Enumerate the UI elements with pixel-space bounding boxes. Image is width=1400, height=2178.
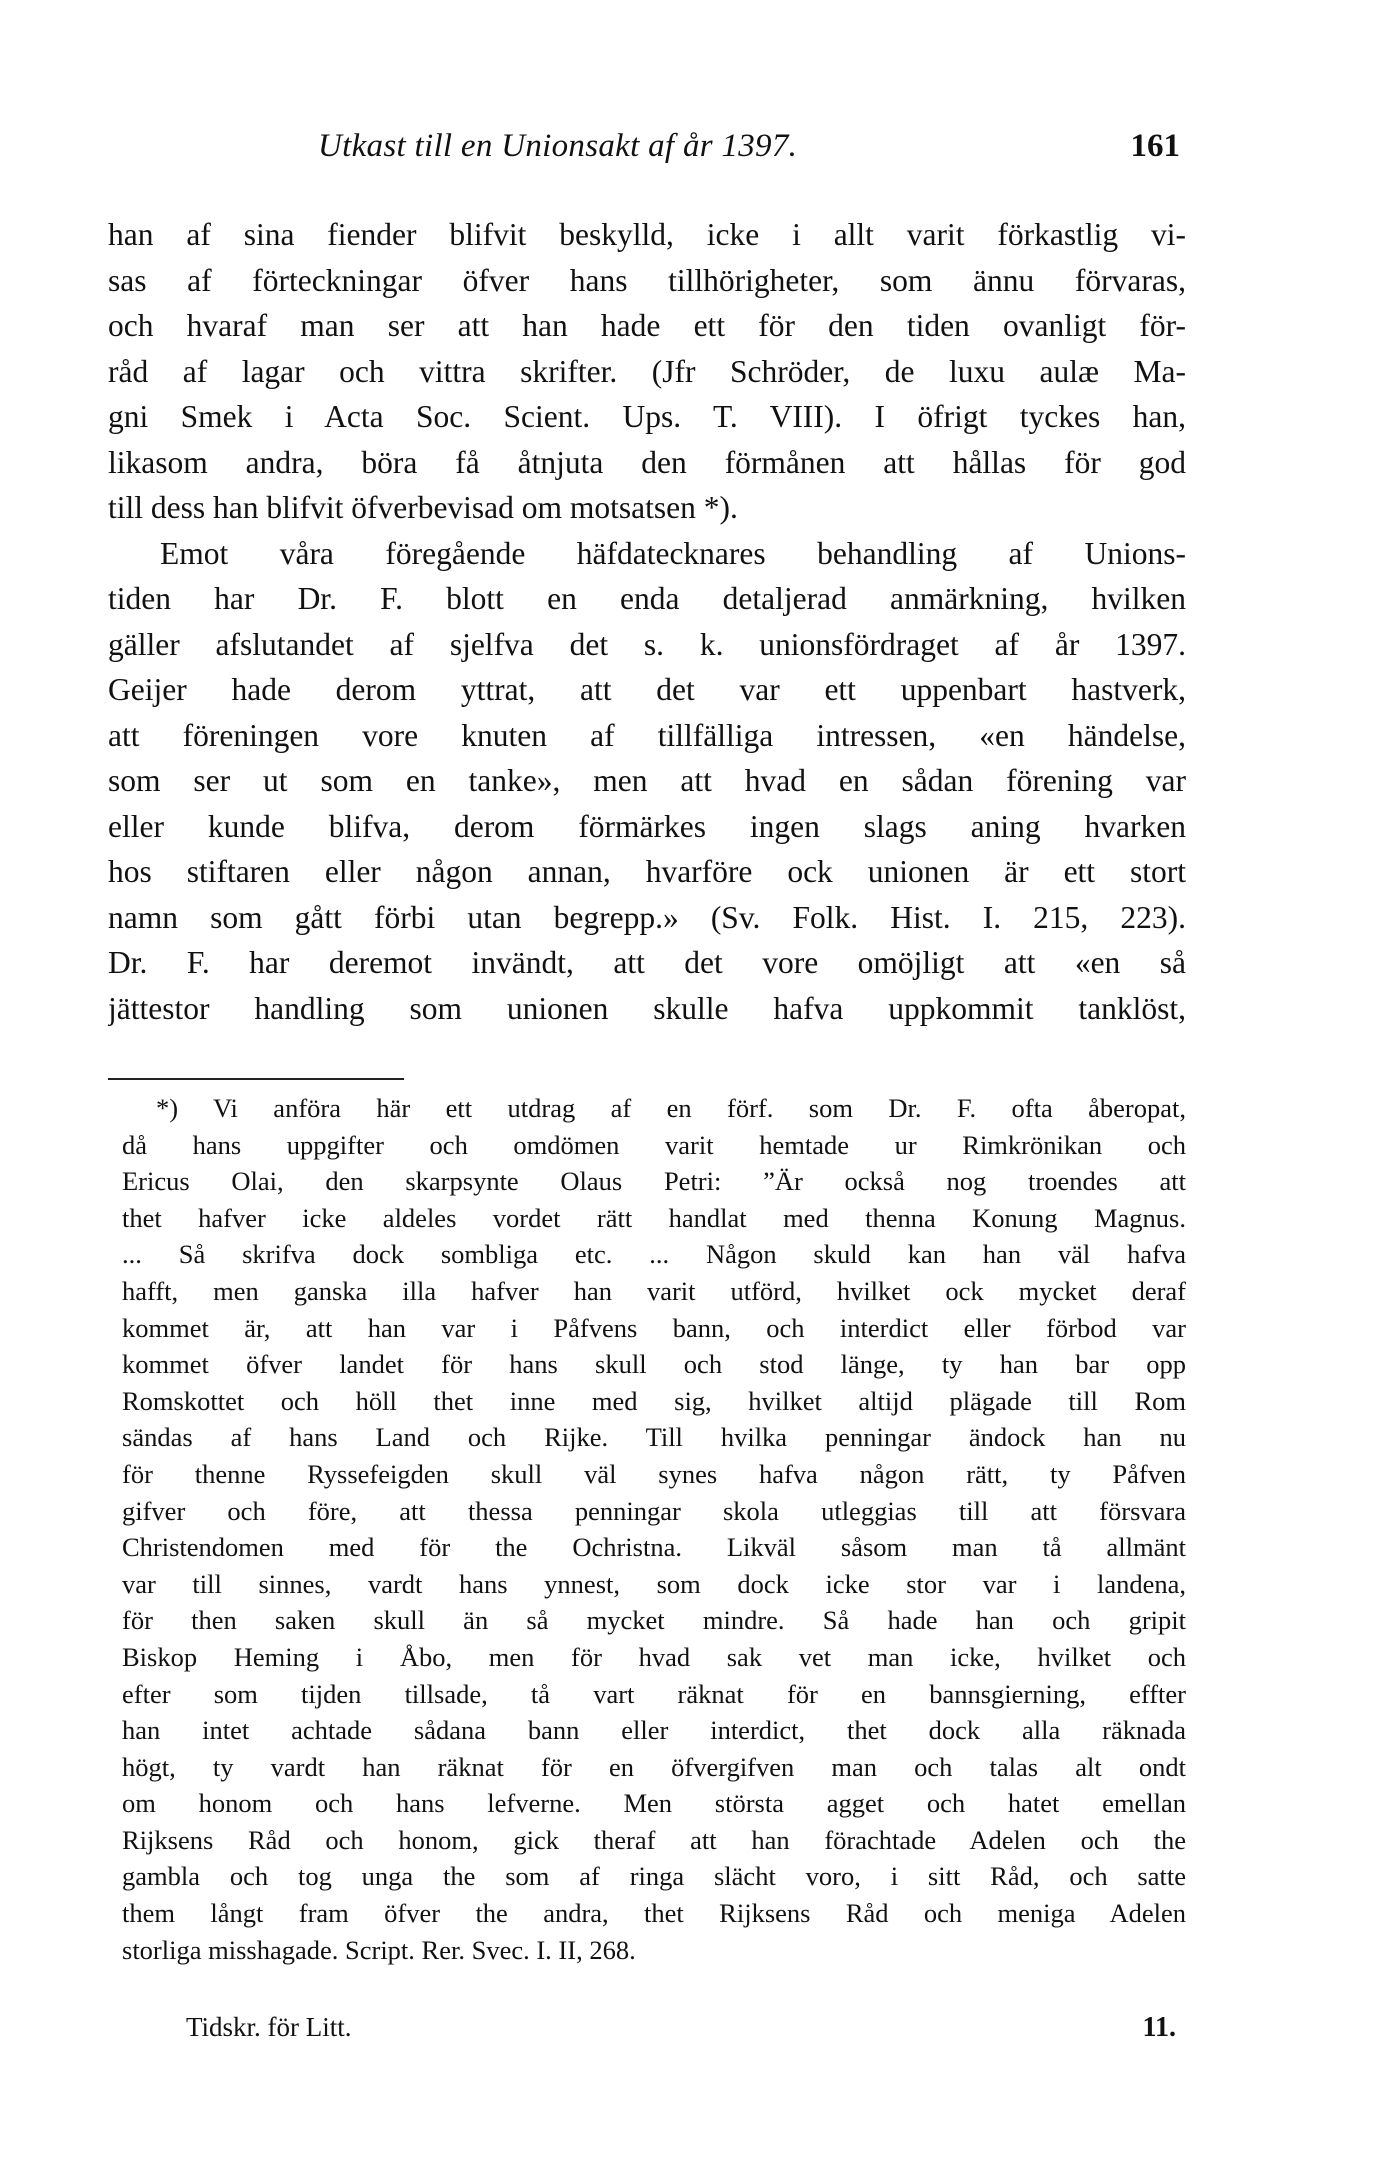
footnote-line: *) Vi anföra här ett utdrag af en förf. som Dr. F. ofta åberopat, [156, 1093, 1186, 1123]
footnote-line: sändas af hans Land och Rijke. Till hvilka penningar ändock han nu [122, 1422, 1186, 1453]
footnote-line: Rijksens Råd och honom, gick theraf att han förachtade Adelen och the [122, 1824, 1186, 1855]
footnote-line: var till sinnes, vardt hans ynnest, som dock icke stor var i landena, [122, 1568, 1186, 1599]
body-line: han af sina fiender blifvit beskylld, icke i allt varit förkastlig vi- [108, 217, 1186, 252]
body-line: eller kunde blifva, derom förmärkes ingen slags aning hvarken [108, 808, 1186, 844]
body-line: tiden har Dr. F. blott en enda detaljerad anmärkning, hvilken [108, 581, 1186, 616]
footnote-line: hafft, men ganska illa hafver han varit utförd, hvilket ock mycket deraf [122, 1275, 1186, 1306]
footnote-line: för then saken skull än så mycket mindre. Så hade han och gripit [122, 1605, 1186, 1636]
footnote-line: Romskottet och höll thet inne med sig, hvilket altijd plägade till Rom [122, 1385, 1186, 1416]
footnote-line: them långt fram öfver the andra, thet Rijksens Råd och meniga Adelen [122, 1898, 1186, 1929]
footnote-line: thet hafver icke aldeles vordet rätt handlat med thenna Konung Magnus. [122, 1202, 1186, 1233]
footnote-line: Biskop Heming i Åbo, men för hvad sak vet man icke, hvilket och [122, 1641, 1186, 1672]
footnote-line: kommet är, att han var i Påfvens bann, och interdict eller förbod var [122, 1312, 1186, 1343]
page-number: 161 [1130, 128, 1180, 164]
footnote-rule [108, 1078, 404, 1080]
footnote-line: om honom och hans lefverne. Men största agget och hatet emellan [122, 1788, 1186, 1819]
footnote-line: för thenne Ryssefeigden skull väl synes hafva någon rätt, ty Påfven [122, 1458, 1186, 1489]
body-line: sas af förteckningar öfver hans tillhörigheter, som ännu förvaras, [108, 262, 1186, 298]
body-line: råd af lagar och vittra skrifter. (Jfr Schröder, de luxu aulæ Ma- [108, 353, 1186, 389]
footnote-line: då hans uppgifter och omdömen varit hemtade ur Rimkrönikan och [122, 1129, 1186, 1160]
page-header [318, 128, 1180, 176]
body-line: hos stiftaren eller någon annan, hvarföre ock unionen är ett stort [108, 854, 1186, 889]
sheet-number: 11. [1142, 2012, 1176, 2043]
body-line: att föreningen vore knuten af tillfälliga intressen, «en händelse, [108, 717, 1186, 753]
body-line: som ser ut som en tanke», men att hvad en sådan förening var [108, 763, 1186, 798]
footnote-line: högt, ty vardt han räknat för en öfvergifven man och talas alt ondt [122, 1751, 1186, 1782]
body-line: och hvaraf man ser att han hade ett för den tiden ovanligt för- [108, 308, 1186, 343]
body-line: till dess han blifvit öfverbevisad om motsatsen *). [108, 490, 738, 525]
body-line: likasom andra, böra få åtnjuta den förmånen att hållas för god [108, 444, 1186, 480]
footnote-line: han intet achtade sådana bann eller interdict, thet dock alla räknada [122, 1715, 1186, 1746]
main-text [108, 212, 1186, 1031]
footnote-line: ... Så skrifva dock sombliga etc. ... Någon skuld kan han väl hafva [122, 1239, 1186, 1270]
footnote-line: kommet öfver landet för hans skull och stod länge, ty han bar opp [122, 1349, 1186, 1380]
body-line: gni Smek i Acta Soc. Scient. Ups. T. VIII). I öfrigt tyckes han, [108, 399, 1186, 434]
body-line: jättestor handling som unionen skulle hafva uppkommit tanklöst, [108, 990, 1186, 1026]
footnote-line: Ericus Olai, den skarpsynte Olaus Petri: ”Är också nog troendes att [122, 1166, 1186, 1197]
body-line: Dr. F. har deremot invändt, att det vore omöjligt att «en så [108, 945, 1186, 980]
footnote-line: gambla och tog unga the som af ringa slächt voro, i sitt Råd, och satte [122, 1861, 1186, 1892]
body-line: Geijer hade derom yttrat, att det var ett uppenbart hastverk, [108, 672, 1186, 707]
footnote [122, 1090, 1186, 1968]
body-line: gäller afslutandet af sjelfva det s. k. unionsfördraget af år 1397. [108, 626, 1186, 662]
footnote-line: efter som tijden tillsade, tå vart räknat för en bannsgierning, effter [122, 1678, 1186, 1709]
running-title: Utkast till en Unionsakt af år 1397. [318, 128, 798, 164]
footnote-line: storliga misshagade. Script. Rer. Svec. I. II, 268. [122, 1934, 636, 1965]
footnote-line: Christendomen med för the Ochristna. Likväl såsom man tå allmänt [122, 1532, 1186, 1563]
journal-signature: Tidskr. för Litt. [186, 2012, 352, 2042]
body-line: namn som gått förbi utan begrepp.» (Sv. Folk. Hist. I. 215, 223). [108, 899, 1186, 935]
footnote-line: gifver och före, att thessa penningar skola utleggias till att försvara [122, 1495, 1186, 1526]
signature-line [186, 2012, 1176, 2052]
body-line: Emot våra föregående häfdatecknares behandling af Unions- [160, 535, 1186, 571]
